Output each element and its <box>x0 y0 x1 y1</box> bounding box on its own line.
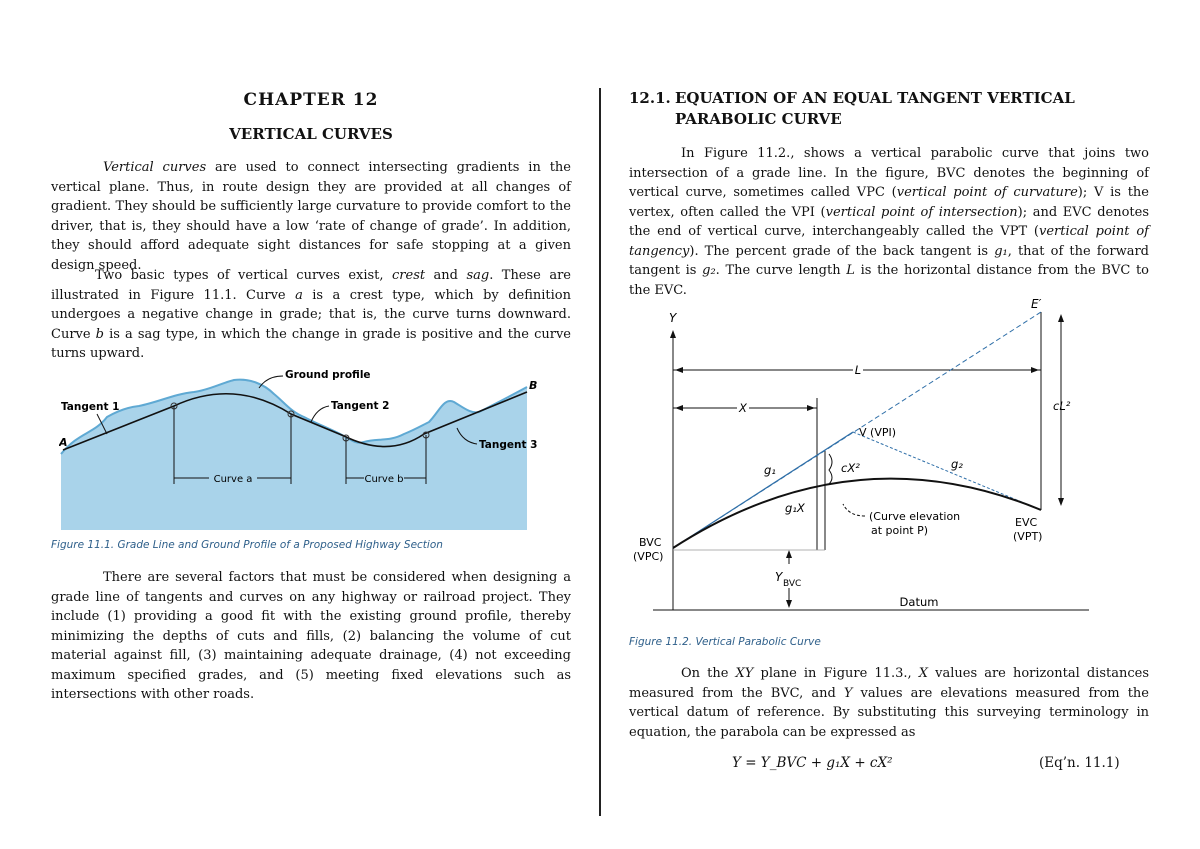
section-number: 12.1. <box>629 89 671 107</box>
g1x-label: g₁X <box>785 501 805 515</box>
equation-number: (Eq’n. 11.1) <box>1039 755 1120 771</box>
chapter-subtitle: VERTICAL CURVES <box>229 125 393 143</box>
paragraph-vertical-curves: Vertical curves are used to connect intersecting gradients in the vertical plane. Thus, in route design they are provided at all changes of gradient. They should be sufficiently large curvature to provide comfort to the driver, that is, they should have a low ‘rate of change of grade’. In addition, they should afford adequate sight distances for safe stopping at a given design speed. <box>51 160 571 273</box>
tangent3-label: Tangent 3 <box>479 439 538 451</box>
chapter-title: CHAPTER 12 <box>243 90 379 110</box>
e-prime-label: E′ <box>1031 297 1042 311</box>
cl2-label: cL² <box>1053 399 1071 413</box>
figure-grade-line-ground-profile <box>59 362 541 530</box>
column-divider <box>599 88 601 816</box>
paragraph-figure-description: In Figure 11.2., shows a vertical parabolic curve that joins two intersection of a grade line. In the figure, BVC denotes the beginning of vertical curve, sometimes called VPC (vertical point of curvature); V is the vertex, often called the VPI (vertical point of intersection); and EVC denotes the end of vertical curve, interchangeably called the VPT (vertical point of tangency). The percent grade of the back tangent is g₁, that of the forward tangent is g₂. The curve length L is the horizontal distance from the BVC to the EVC. <box>629 146 1150 298</box>
y-axis-label: Y <box>669 311 677 325</box>
point-b-label: B <box>529 379 538 392</box>
curve-b-label: Curve b <box>364 474 404 485</box>
vpi-label: V (VPI) <box>859 426 897 439</box>
g2-label: g₂ <box>951 457 963 471</box>
vpt-label: (VPT) <box>1013 530 1043 543</box>
forward-tangent <box>853 432 1041 510</box>
figure-vertical-parabolic-curve <box>629 294 1089 619</box>
g1-label: g₁ <box>764 463 776 477</box>
section-title-line1: EQUATION OF AN EQUAL TANGENT VERTICAL <box>675 89 1075 107</box>
l-dimension-label: L <box>854 363 862 377</box>
tangent2-label: Tangent 2 <box>331 400 390 412</box>
x-dimension-label: X <box>739 401 747 415</box>
paragraph-curve-types: Two basic types of vertical curves exist, crest and sag. These are illustrated in Figure 11.1. Curve a is a crest type, which by definition undergoes a negative change in grade; that is, the curve turns downward. Curve b is a sag type, in which the change in grade is positive and the curve turns upward. <box>51 268 571 361</box>
bvc-label: BVC <box>639 536 662 549</box>
datum-label: Datum <box>899 595 939 609</box>
ybvc-label: Y <box>775 570 783 584</box>
ground-profile-area <box>61 380 527 530</box>
vpc-label: (VPC) <box>633 550 664 563</box>
equation: Y = Y_BVC + g₁X + cX² <box>732 755 893 771</box>
paragraph-xy-plane: On the XY plane in Figure 11.3., X values are horizontal distances measured from the BVC, and Y values are elevations measured from the vertical datum of reference. By substituting this surveying terminology in equation, the parabola can be expressed as <box>629 666 1149 740</box>
cx2-label: cX² <box>841 461 860 475</box>
curve-a-label: Curve a <box>213 474 253 485</box>
tangent1-label: Tangent 1 <box>61 401 120 413</box>
section-title-line2: PARABOLIC CURVE <box>675 110 842 128</box>
paragraph-design-factors: There are several factors that must be considered when designing a grade line of tangents and curves on any highway or railroad project. They include (1) providing a good fit with the existing ground profile, thereby minimizing the depths of cuts and fills, (2) balancing the volume of cut material against fill, (3) maintaining adequate drainage, (4) not exceeding maximum specified grades, and (5) meeting fixed elevations such as intersections with other roads. <box>51 570 571 702</box>
figure1-caption: Figure 11.1. Grade Line and Ground Profile of a Proposed Highway Section <box>51 539 443 551</box>
curve-elevation-label-1: (Curve elevation <box>869 510 961 523</box>
section-title <box>629 88 1149 130</box>
curve-elevation-label-2: at point P) <box>871 524 929 537</box>
ground-profile-label: Ground profile <box>285 369 371 381</box>
evc-label: EVC <box>1015 516 1038 529</box>
point-a-label: A <box>59 436 68 449</box>
figure2-caption: Figure 11.2. Vertical Parabolic Curve <box>629 636 821 648</box>
parabolic-curve <box>673 479 1041 548</box>
ybvc-subscript: BVC <box>783 579 802 589</box>
